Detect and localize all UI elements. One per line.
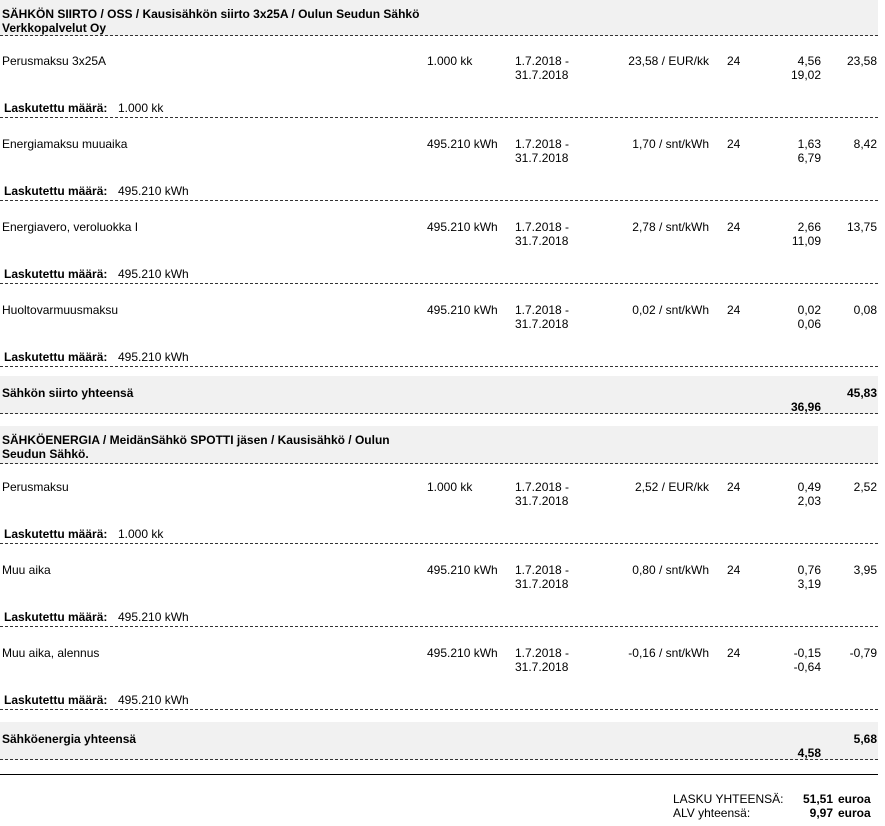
line-item-divider [0,543,878,544]
billed-quantity-value: 495.210 kWh [118,693,189,707]
subtotal-divider [0,759,878,760]
line-item-vat-amount: 0,02 [797,303,821,317]
subtotal-label: Sähköenergia yhteensä [2,732,137,746]
line-item-vat-percent: 24 [727,646,741,660]
vat-total-label: ALV yhteensä: [673,806,751,820]
line-item-total: 23,58 [846,54,877,68]
line-item-vat-percent: 24 [727,563,741,577]
billed-quantity-value: 495.210 kWh [118,610,189,624]
subtotal-total: 5,68 [853,732,877,746]
line-item-period-end: 31.7.2018 [515,660,569,674]
line-item-unit-price: 0,80 / snt/kWh [632,563,709,577]
line-item-vat-percent: 24 [727,220,741,234]
line-item-period-start: 1.7.2018 - [515,137,570,151]
billed-quantity-value: 495.210 kWh [118,350,189,364]
section-divider [0,463,878,464]
line-item-period-end: 31.7.2018 [515,68,569,82]
line-item-name: Energiavero, veroluokka I [2,220,139,234]
billed-quantity-label: Laskutettu määrä: [4,101,108,115]
line-item-name: Huoltovarmuusmaksu [2,303,119,317]
subtotal-total: 45,83 [846,386,877,400]
line-item-name: Muu aika [2,563,51,577]
line-item-net-amount: 3,19 [797,577,821,591]
line-item-period-end: 31.7.2018 [515,494,569,508]
billed-quantity-label: Laskutettu määrä: [4,350,108,364]
line-item-total: -0,79 [849,646,877,660]
line-item-vat-amount: 4,56 [797,54,821,68]
invoice-total-label: LASKU YHTEENSÄ: [673,792,784,806]
line-item-vat-amount: 2,66 [797,220,821,234]
line-item-period-start: 1.7.2018 - [515,480,570,494]
line-item-period-start: 1.7.2018 - [515,303,570,317]
line-item-vat-amount: 0,49 [797,480,821,494]
line-item-name: Perusmaksu 3x25A [2,54,107,68]
line-item-name: Energiamaksu muuaika [2,137,128,151]
line-item-net-amount: 6,79 [797,151,821,165]
line-item-total: 3,95 [853,563,877,577]
billed-quantity-label: Laskutettu määrä: [4,693,108,707]
line-item-divider [0,283,878,284]
section-title-line1: SÄHKÖN SIIRTO / OSS / Kausisähkön siirto 3x25A / Oulun Seudun Sähkö [2,7,420,21]
vat-total-unit: euroa [838,806,871,820]
line-item-quantity: 1.000 kk [427,480,473,494]
line-item-quantity: 495.210 kWh [427,303,498,317]
subtotal-label: Sähkön siirto yhteensä [2,386,134,400]
line-item-total: 2,52 [853,480,877,494]
billed-quantity-value: 1.000 kk [118,101,164,115]
line-item-quantity: 495.210 kWh [427,137,498,151]
line-item-net-amount: 11,09 [791,234,821,248]
line-item-divider [0,709,878,710]
vat-total-value: 9,97 [809,806,833,820]
line-item-divider [0,626,878,627]
line-item-divider [0,117,878,118]
line-item-period-start: 1.7.2018 - [515,220,570,234]
line-item-divider [0,200,878,201]
line-item-unit-price: -0,16 / snt/kWh [628,646,709,660]
line-item-vat-amount: -0,15 [793,646,821,660]
line-item-net-amount: 0,06 [797,317,821,331]
billed-quantity-value: 1.000 kk [118,527,164,541]
billed-quantity-label: Laskutettu määrä: [4,267,108,281]
line-item-vat-percent: 24 [727,480,741,494]
line-item-vat-percent: 24 [727,54,741,68]
billed-quantity-label: Laskutettu määrä: [4,610,108,624]
invoice-total-unit: euroa [838,792,871,806]
line-item-period-end: 31.7.2018 [515,577,569,591]
line-item-total: 0,08 [853,303,877,317]
line-item-net-amount: -0,64 [793,660,821,674]
section-title-line1: SÄHKÖENERGIA / MeidänSähkö SPOTTI jäsen / Kausisähkö / Oulun [2,433,390,447]
section-divider [0,35,878,36]
billed-quantity-value: 495.210 kWh [118,267,189,281]
line-item-net-amount: 19,02 [790,68,821,82]
line-item-period-end: 31.7.2018 [515,151,569,165]
line-item-vat-percent: 24 [727,137,741,151]
line-item-name: Perusmaksu [2,480,69,494]
grand-total-rule [0,774,878,775]
line-item-quantity: 495.210 kWh [427,220,498,234]
line-item-period-end: 31.7.2018 [515,234,569,248]
billed-quantity-value: 495.210 kWh [118,184,189,198]
line-item-net-amount: 2,03 [797,494,821,508]
line-item-quantity: 495.210 kWh [427,563,498,577]
line-item-total: 13,75 [846,220,877,234]
billed-quantity-label: Laskutettu määrä: [4,527,108,541]
line-item-period-start: 1.7.2018 - [515,563,570,577]
line-item-quantity: 1.000 kk [427,54,473,68]
line-item-unit-price: 23,58 / EUR/kk [628,54,709,68]
billed-quantity-label: Laskutettu määrä: [4,184,108,198]
subtotal-divider [0,413,878,414]
line-item-period-start: 1.7.2018 - [515,646,570,660]
invoice-total-value: 51,51 [802,792,833,806]
line-item-divider [0,366,878,367]
line-item-unit-price: 0,02 / snt/kWh [632,303,709,317]
line-item-name: Muu aika, alennus [2,646,100,660]
line-item-period-end: 31.7.2018 [515,317,569,331]
line-item-unit-price: 1,70 / snt/kWh [632,137,709,151]
line-item-unit-price: 2,52 / EUR/kk [634,480,709,494]
line-item-quantity: 495.210 kWh [427,646,498,660]
line-item-total: 8,42 [853,137,877,151]
line-item-vat-amount: 0,76 [797,563,821,577]
subtotal-net: 36,96 [790,400,821,414]
line-item-period-start: 1.7.2018 - [515,54,570,68]
line-item-vat-percent: 24 [727,303,741,317]
section-title-line2: Verkkopalvelut Oy [2,21,107,35]
line-item-vat-amount: 1,63 [797,137,821,151]
line-item-unit-price: 2,78 / snt/kWh [632,220,709,234]
subtotal-net: 4,58 [797,746,821,760]
section-title-line2: Seudun Sähkö. [2,447,89,461]
